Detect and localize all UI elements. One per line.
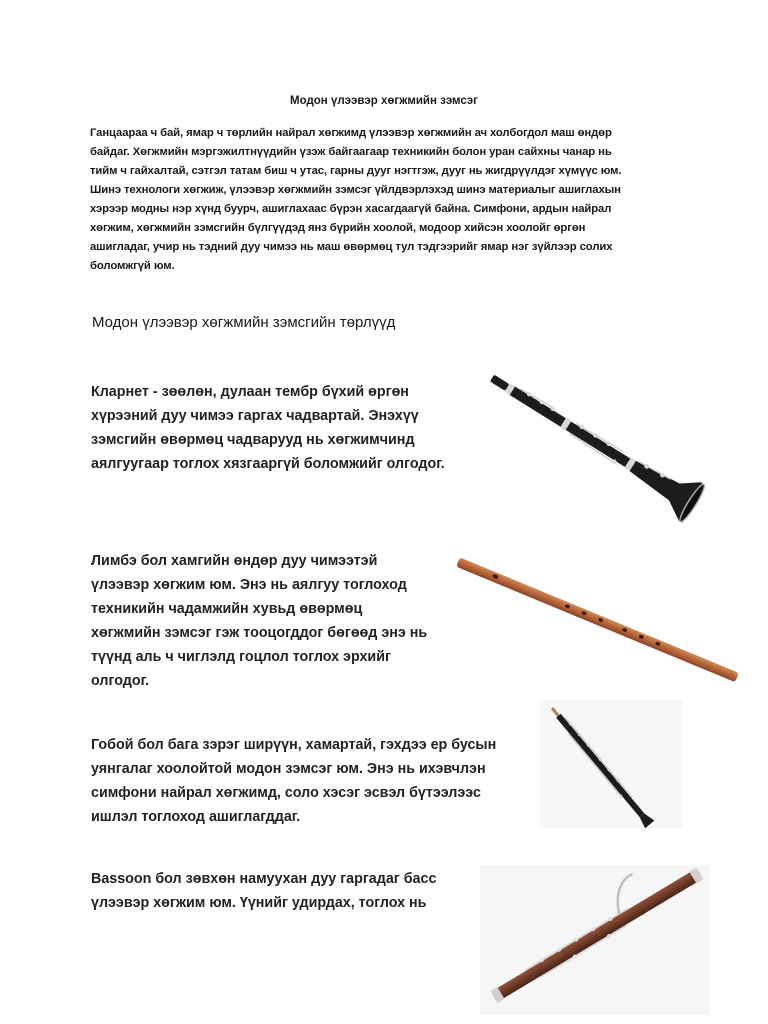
paragraph-line: зэмсгийн өвөрмөц чадварууд нь хөгжимчинд (91, 432, 415, 448)
paragraph-line: Гобой бол бага зэрэг ширүүн, хамартай, гэхдээ ер бусын (91, 737, 497, 753)
paragraph-line: түүнд аль ч чиглэлд гоцлол тоглох эрхийг (91, 649, 391, 665)
intro-line: хөгжим, хөгжмийн зэмсгийн бүлгүүдэд янз бүрийн хоолой, модоор хийсэн хоолойг өргөн (90, 222, 586, 234)
bassoon-paragraph (91, 867, 471, 915)
paragraph-line: ишлэл тоглоход ашиглагддаг. (91, 809, 301, 825)
intro-line: хэрээр модны нэр хүнд буурч, ашиглахаас бүрэн хасагдаагүй байна. Симфони, ардын найрал (90, 203, 612, 215)
paragraph-line: олгодог. (91, 673, 150, 689)
paragraph-line: симфони найрал хөгжимд, соло хэсэг эсвэл бүтээлээс (91, 785, 481, 801)
intro-line: тийм ч гайхалтай, сэтгэл татам биш ч утас, гарны дууг нэгтгэж, дууг нь жигдрүүлдэг хүмүүс юм. (90, 165, 622, 177)
wooden-flute-photo (452, 550, 742, 698)
paragraph-line: Кларнет - зөөлөн, дулаан тембр бүхий өргөн (91, 384, 409, 400)
paragraph-line: хүрээний дуу чимээ гаргах чадвартай. Энэхүү (91, 408, 419, 424)
flute-paragraph (91, 549, 459, 693)
section-heading: Модон үлээвэр хөгжмийн зэмсгийн төрлүүд (92, 314, 396, 331)
intro-line: ашигладаг, учир нь тэдний дуу чимээ нь маш өвөрмөц тул тэдгээрийг ямар нэг зүйлээр солих (90, 241, 613, 253)
paragraph-line: хөгжмийн зэмсэг гэж тооцогддог бөгөөд энэ нь (91, 625, 428, 641)
paragraph-line: Bassoon бол зөвхөн намуухан дуу гаргадаг басс (91, 871, 437, 887)
paragraph-line: үлээвэр хөгжим юм. Энэ нь аялгуу тоглоход (91, 577, 407, 593)
paragraph-line: Лимбэ бол хамгийн өндөр дуу чимээтэй (91, 553, 378, 569)
paragraph-line: аялгуугаар тоглох хязгааргүй боломжийг олгодог. (91, 456, 445, 472)
paragraph-line: уянгалаг хоолойтой модон зэмсэг юм. Энэ нь ихэвчлэн (91, 761, 486, 777)
oboe-paragraph (91, 733, 531, 829)
intro-line: боломжгүй юм. (90, 260, 175, 272)
paragraph-line: техникийн чадамжийн хувьд өвөрмөц (91, 601, 363, 617)
document-title: Модон үлээвэр хөгжмийн зэмсэг (290, 95, 478, 107)
paragraph-line: үлээвэр хөгжим юм. Үүнийг удирдах, тоглох нь (91, 895, 427, 911)
intro-paragraph (90, 124, 660, 276)
intro-line: байдаг. Хөгжмийн мэргэжилтнүүдийн үзэж байгаагаар техникийн болон уран сайхны чанар нь (90, 146, 612, 158)
bassoon-photo (480, 865, 710, 1015)
intro-line: Ганцаараа ч бай, ямар ч төрлийн найрал хөгжимд үлээвэр хөгжмийн ач холбогдол маш өндөр (90, 127, 612, 139)
intro-line: Шинэ технологи хөгжиж, үлээвэр хөгжмийн зэмсэг үйлдвэрлэхэд шинэ материалыг ашиглахын (90, 184, 621, 196)
oboe-photo (540, 700, 682, 828)
clarinet-photo (478, 368, 740, 524)
clarinet-paragraph (91, 380, 476, 476)
